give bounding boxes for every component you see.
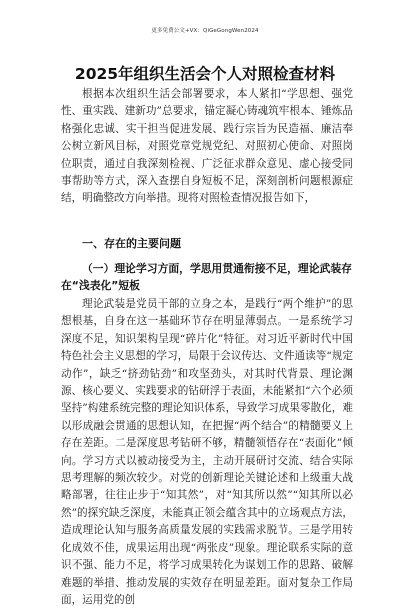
document-title: 2025年组织生活会个人对照检查材料 — [74, 65, 336, 83]
subsection-heading: （一）理论学习方面，学思用贯通衔接不足，理论武装存在“浅表化”短板 — [61, 262, 352, 293]
header-watermark: 更多免费公文+VX：QiGeGongWen2024 — [151, 28, 259, 34]
section-heading: 一、存在的主要问题 — [82, 237, 181, 250]
intro-paragraph: 根据本次组织生活会部署要求，本人紧扣“学思想、强党性、重实践、建新功”总要求，锚定凝心铸魂筑牢根本、锤炼品格强化忠诚、实干担当促进发展、践行宗旨为民造福、廉洁奉公树立新风目标，对照党章党规党纪、对照初心使命、对照岗位职责，通过自我深刻检视、广泛征求群众意见、虚心接受同事帮助等方式，深入查摆自身短板不足，深刻剖析问题根源症结，明确整改方向举措。现将对照检查情况报告如下， — [61, 88, 353, 205]
body-paragraph: 理论武装是党员干部的立身之本，是践行“两个维护”的思想根基，自身在这一基础环节存在明显薄弱点。一是系统学习深度不足，知识架构呈现“碎片化”特征。对习近平新时代中国特色社会主义思想的学习，局限于会议传达、文件通读等“规定动作”，缺乏“挤劲钻劲”和攻坚劲头，对其时代背景、理论渊源、核心要义、实践要求的钻研浮于表面，未能紧扣“六个必须坚持”构建系统完整的理论知识体系，导致学习成果零散化，难以形成融会贯通的思想认知，在把握“两个结合”的精髓要义上存在差距。二是深度思考钻研不够，精髓领悟存在“表面化”倾向。学习方式以被动接受为主，主动开展研讨交流、结合实际思考理解的频次较少。对党的创新理论关键论述和上级重大战略部署，往往止步于“知其然”，对“知其所以然”“知其所以必然”的探究缺乏深度，未能真正领会蕴含其中的立场观点方法，造成理论认知与服务高质量发展的实践需求脱节。三是学用转化成效不佳，成果运用出现“两张皮”现象。理论联系实际的意识不强、能力不足，将学习成果转化为谋划工作的思路、破解难题的举措、推动发展的实效存在明显差距。面对复杂工作局面，运用党的创 — [61, 298, 353, 606]
